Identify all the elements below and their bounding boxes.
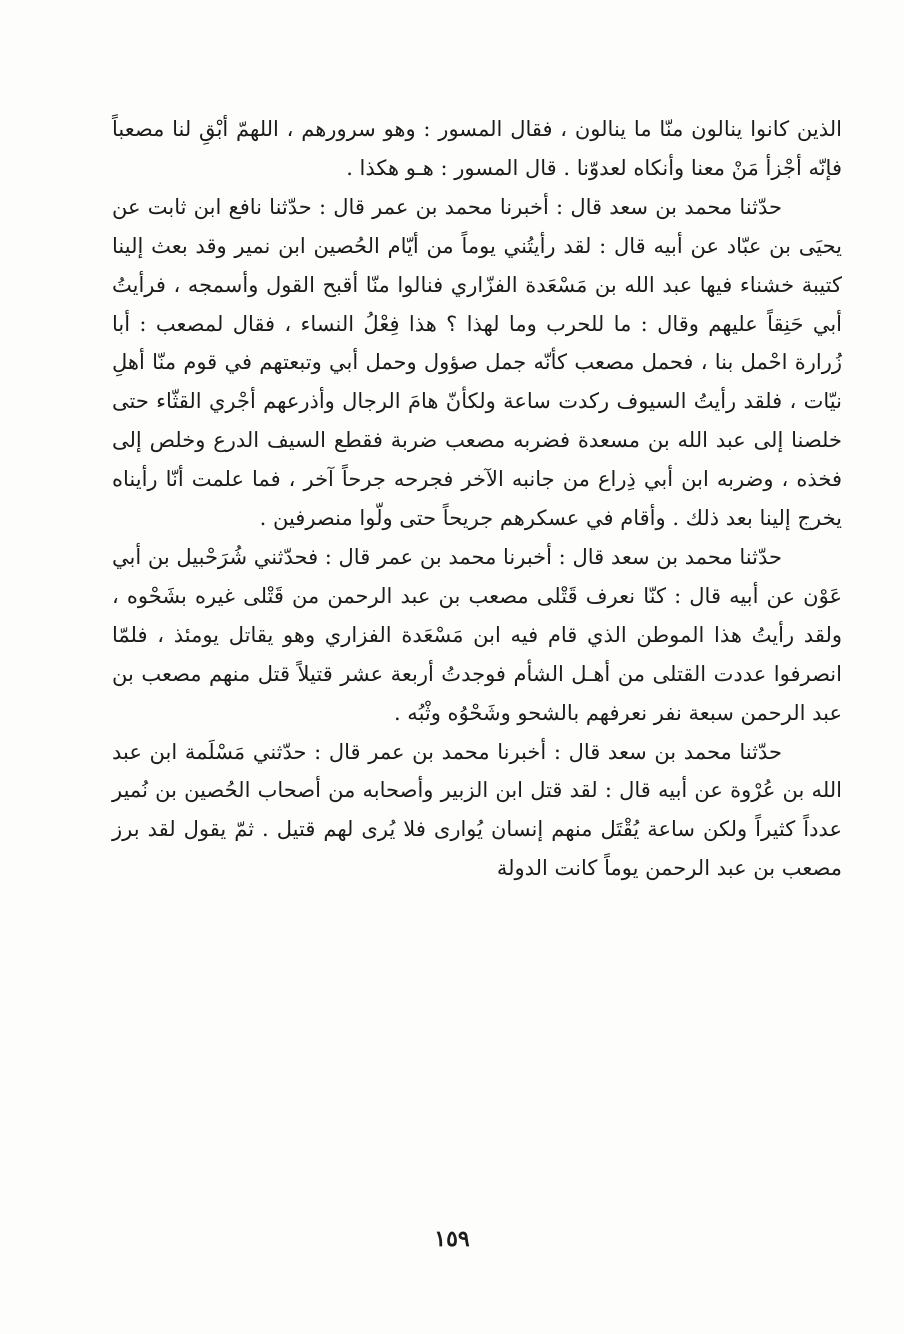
paragraph-2: حدّثنا محمد بن سعد قال : أخبرنا محمد بن عمر قال : حدّثنا نافع ابن ثابت عن يحيَى بن عبّاد عن أبيه قال : لقد رأيتُني يوماً من أيّام الحُصين ابن نمير وقد بعث إلينا كتيبة خشناء فيها عبد الله بن مَسْعَدة الفزّاري فنالوا منّا أقبح القول وأسمجه ، فرأيتُ أبي حَنِقاً عليهم وقال : ما للحرب وما لهذا ؟ هذا فِعْلُ النساء ، فقال لمصعب : أبا زُرارة احْمل بنا ، فحمل مصعب كأنّه جمل صؤول وحمل أبي وتبعتهم في قوم منّا أهلِ نيّات ، فلقد رأيتُ السيوف ركدت ساعة ولكأنّ هامَ الرجال وأذرعهم أجْري القثّاء حتى خلصنا إلى عبد الله بن مسعدة فضربه مصعب ضربة فقطع السيف الدرع وخلص إلى فخذه ، وضربه ابن أبي ذِراع من جانبه الآخر فجرحه جرحاً آخر ، فما علمت أنّا رأيناه يخرج إلينا بعد ذلك . وأقام في عسكرهم جريحاً حتى ولّوا منصرفين .: [112, 194, 842, 531]
paragraph-3: حدّثنا محمد بن سعد قال : أخبرنا محمد بن عمر قال : فحدّثني شُرَحْبيل بن أبي عَوْن عن أبيه قال : كنّا نعرف قَتْلى مصعب بن عبد الرحمن من قَتْلى غيره بشَحْوه ، ولقد رأيتُ هذا الموطن الذي قام فيه ابن مَسْعَدة الفزاري وهو يقاتل يومئذ ، فلمّا انصرفوا عددت القتلى من أهـل الشأم فوجدتُ أربعة عشر قتيلاً قتل منهم مصعب بن عبد الرحمن سبعة نفر نعرفهم بالشحو وشَحْوُه وثْبُه .: [112, 544, 842, 725]
body-text: [112, 110, 842, 888]
page-number: ١٥٩: [434, 1226, 470, 1252]
paragraph-4: حدّثنا محمد بن سعد قال : أخبرنا محمد بن عمر قال : حدّثني مَسْلَمة ابن عبد الله بن عُرْوة عن أبيه قال : لقد قتل ابن الزبير وأصحابه من أصحاب الحُصين بن نُمير عدداً كثيراً ولكن ساعة يُقْتَل منهم إنسان يُوارى فلا يُرى لهم قتيل . ثمّ يقول لقد برز مصعب بن عبد الرحمن يوماً كانت الدولة: [112, 739, 842, 881]
paragraph-1: الذين كانوا ينالون منّا ما ينالون ، فقال المسور : وهو سرورهم ، اللهمّ أبْقِ لنا مصعباً فإنّه أجْزأ مَنْ معنا وأنكاه لعدوّنا . قال المسور : هـو هكذا .: [112, 117, 842, 180]
